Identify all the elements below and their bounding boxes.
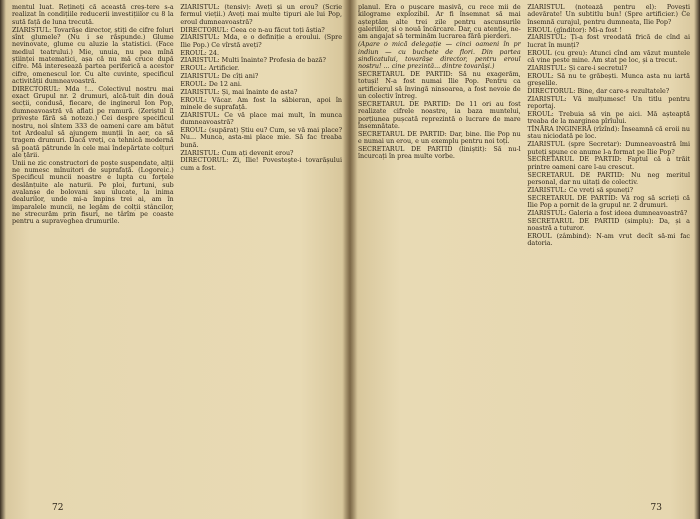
paragraph: ZIARISTUL: Ți-a fost vreodată frică de cînd ai lucrat în munți? [527, 33, 690, 49]
book-gutter [343, 0, 357, 519]
paragraph: ZIARISTUL: Și, mai înainte de asta? [180, 87, 298, 96]
paragraph: ZIARISTUL: Ce vreți să spuneți? [527, 185, 634, 194]
right-page [358, 4, 690, 512]
paragraph: SECRETARUL DE PARTID (liniștit): Să nu-l încurcați în prea multe vorbe. [358, 145, 521, 161]
paragraph: DIRECTORUL: Zi, Ilie! Povestește-i tovarășului cum a fost. [180, 156, 342, 172]
paragraph: ZIARISTUL: Tovarășe director, știți de cifre foluri sînt glumele? (Nu i se răspunde.) Glume nevinovate, glume cu aluzie la statistici. (Face mediul teatrului.) Mie, unuia, nu pea mînă științei matematici, așa că nu mă cruce după cifre. Mă interesează partea periferică a acestor cifre, omenescul lor. Cu alte cuvinte, specificul activității dumneavoastră. [12, 25, 174, 85]
paragraph: EROUL: Trebuia să vin pe aici. Mă așteaptă treaba de la marginea pîrîului. [527, 109, 690, 126]
paragraph: ZIARISTUL: De cîți ani? [180, 72, 259, 81]
paragraph: EROUL: De 12 ani. [180, 79, 242, 88]
paragraph: SECRETARUL DE PARTID: Vă rog să scrieți că Ilie Pop a pornit de la grupul nr. 2 drumuri. [527, 193, 690, 209]
paragraph: TÎNĂRA INGINERĂ (rîzînd): Înseamnă că eroii nu stau niciodată pe loc. [527, 125, 690, 141]
paragraph: EROUL: Să nu te grăbești. Munca asta nu iartă greșelile. [527, 71, 690, 87]
paragraph: ZIARISTUL: Ce vă place mai mult, în munca dumneavoastră? [180, 110, 342, 127]
paragraph: EROUL (cu greu): Atunci cînd am văzut muntele că vine peste mine. Am stat pe loc, și a trecut. [527, 48, 690, 64]
paragraph: ZIARISTUL: Și care-i secretul? [527, 63, 628, 72]
paragraph: ZIARISTUL: (tensiv): Aveți și un erou? (Scrie fermul vieții.) Aveți mai multe tipuri ale lui Pop, eroul dumneavoastră? [180, 4, 342, 26]
right-page-column-2 [527, 4, 690, 490]
paragraph: EROUL (zâmbind): N-am vrut decît să-mi fac datoria. [527, 231, 690, 248]
paragraph: SECRETARUL DE PARTID: Nu neg meritul personal, dar nu uitați de colectiv. [527, 170, 690, 186]
left-page [12, 4, 342, 512]
paragraph: planul. Era o pușcare masivă, cu rece mii de kilograme explozibil. Ar fi însemnat să mai așteptăm alte trei zile pentru ascunsurile galeriilor, și o nouă încărcare. Dar, cu atenție, ne-am angajat să terminăm lucrarea fără pierderi. [358, 4, 521, 41]
paragraph: DIRECTORUL: Mda !... Colectivul nostru mai exact Grupul nr. 2 drumuri, alcă-tuit din două secții, condusă, fiecare, de inginerul Ion Pop, dumneavoastră vă aflați pe ramură. (Zeriștul îl privește fără să noteze.) Cei despre specificul nostru, noi sîntem 333 de oameni care am bătut tot Ardealul să ajungem munții în aer, ca să tragem drumuri. Dacă vreți, ca tehnică modernă să poată pătrunde în cele mai îndepărtate colțuri ale țării. [12, 84, 174, 159]
page-number-right: 73 [650, 502, 662, 512]
paragraph: (Apare o micã delegație — cinci oameni în pr indiun — cu buchete de flori. Din partea sindicatului, tovarășe director, pentru eroul nostru! ... cine prezintă... dintre tovarăși.) [358, 40, 521, 71]
paragraph: EROUL: Artificier. [180, 64, 240, 73]
left-page-columns [12, 4, 342, 490]
paragraph: DIRECTORUL: Bine, dar care-s rezultatele? [527, 86, 670, 95]
paragraph: ZIARISTUL: Multi înainte? Profesia de bază? [180, 56, 326, 65]
paragraph: mentul luat. Rețineți că această creș-tere s-a realizat în condițiile reducerii investițiilor cu 8 la sută față de luna trecută. [12, 4, 174, 26]
paragraph: SECRETARUL DE PARTID: Dar, bine. Ilie Pop nu e numai un erou, e un exemplu pentru noi toți. [358, 129, 521, 146]
right-page-column-1 [358, 4, 521, 490]
paragraph: SECRETARUL DE PARTID (simplu): Da, și a noastră a tuturor. [527, 216, 690, 232]
paragraph: ZIARISTUL: Vă mulțumesc! Un titlu pentru reportaj. [527, 94, 690, 110]
paragraph: EROUL (gînditor): Mi-a fost ! [527, 25, 622, 34]
paragraph: ZIARISTUL (spre Secretar): Dumneavoastră îmi puteți spune ce anume l-a format pe Ilie Pop? [527, 140, 690, 156]
paragraph: SECRETARUL DE PARTID: Faptul că a trăit printre oameni care l-au crescut. [527, 155, 690, 171]
paragraph: Unii ne zic constructori de poște suspendate, alții ne numesc mînuitori de suprafață. (Logoreic.) Specificul muncii noastre e lupta cu forțele deslănțuite ale naturii. Pe ploi, furtuni, sub avalanșe de bolovani sau ulucate, la inima dealurilor, unde mi-a împins trei ai, am în imparalele muncii, ne legăm de colții stâncilor, ne strecurăm prin fisuri, ne târîm pe coaste pentru a supraveghea drumurile. [12, 158, 174, 226]
paragraph: ZIARISTUL (notează pentru el): Povești adevărate! Un subtitlu bun! (Spre artificier.) Ce însemnă curajul, pentru dumneata, Ilie Pop? [527, 4, 690, 26]
right-page-columns [358, 4, 690, 490]
paragraph: SECRETARUL DE PARTID: Să nu exagerăm, totuși! N-a fost numai Ilie Pop. Pentru ca artificierul să învingă ninsoarea, a fost nevoie de un colectiv întreg. [358, 70, 521, 101]
paragraph: ZIARISTUL: Galeria a fost ideea dumneavoastră? [527, 208, 688, 217]
page-number-left: 72 [52, 502, 64, 512]
paragraph: EROUL: 24. [180, 48, 220, 57]
paragraph: EROUL: Văcar. Am fost la sâbieran, apoi în minele de suprafață. [180, 95, 342, 111]
paragraph: ZIARISTUL: Cum ați devenit erou? [180, 148, 294, 157]
left-page-column-2 [180, 4, 342, 490]
paragraph: DIRECTORUL: Ceea ce n-au făcut toți ăștia? [180, 25, 325, 34]
paragraph: SECRETARUL DE PARTID: De 11 ori au fost realizate cifrele noastre, ia baza muntelui, porțiunea pușcată reprezintă o lucrare de mare însemnătate. [358, 99, 521, 130]
paragraph: ZIARISTUL: Mda, e o definiție a eroului. (Spre Ilie Pop.) Ce vîrstă aveți? [180, 33, 342, 49]
left-page-column-1 [12, 4, 174, 490]
paragraph: EROUL: (supărat) Știu eu? Cum, se vă mai place? Nu... Munca, asta-mi place mie. Să fac treaba bună. [180, 126, 342, 149]
